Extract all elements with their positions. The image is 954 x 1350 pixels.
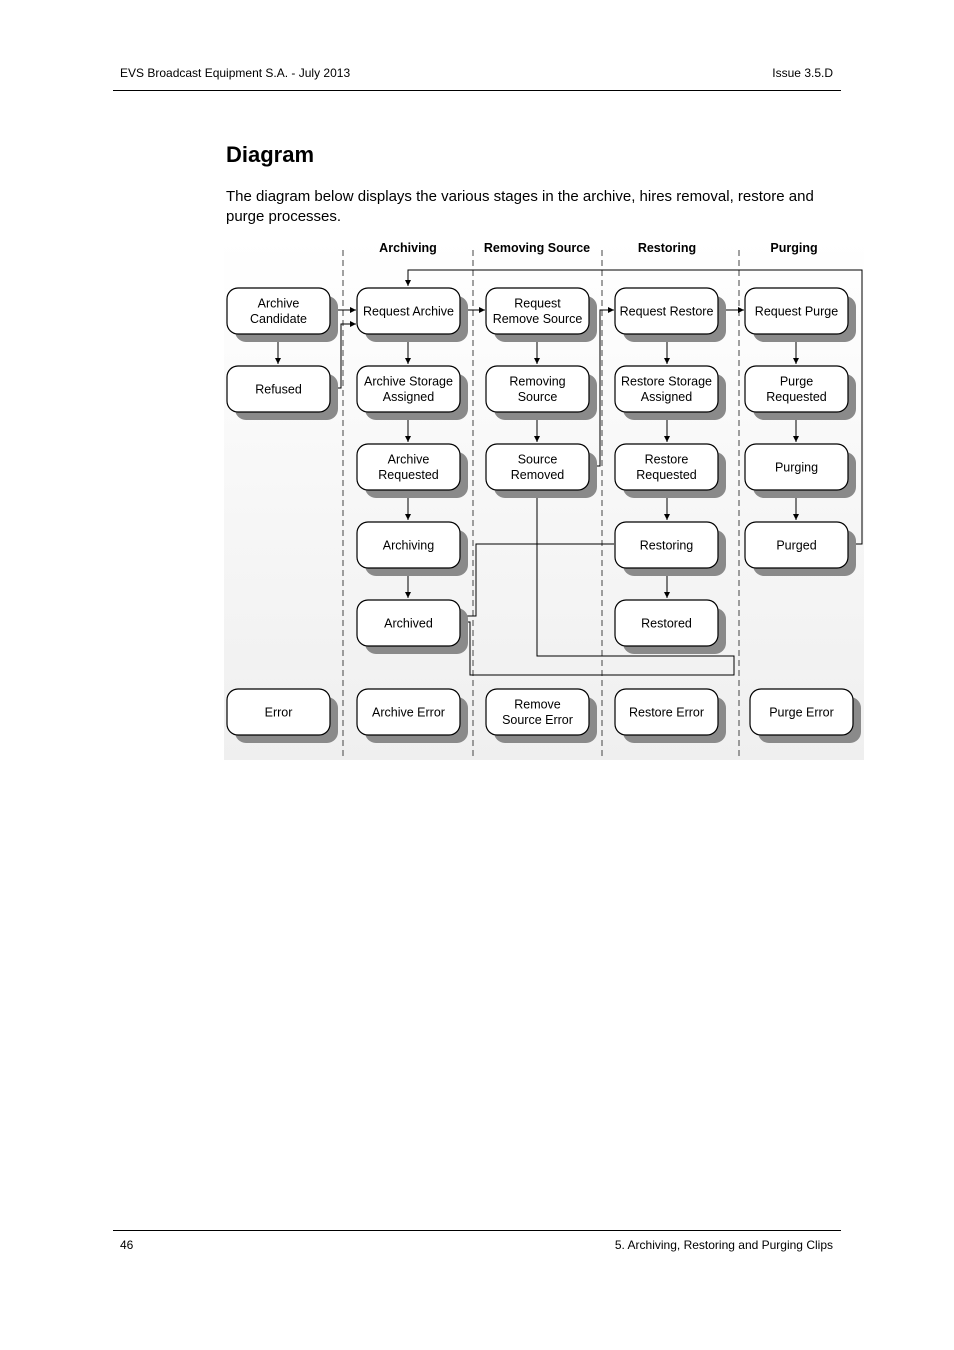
node-box [745, 366, 848, 412]
node-archive-candidate [227, 288, 338, 342]
node-archiving [357, 522, 468, 576]
node-purged [745, 522, 856, 576]
header-issue: Issue 3.5.D [772, 66, 833, 80]
node-request-archive [357, 288, 468, 342]
node-label: Candidate [250, 312, 307, 326]
node-label: Requested [378, 468, 439, 482]
column-header-restoring: Restoring [637, 241, 697, 255]
node-label: Error [264, 705, 293, 720]
node-label: Request Archive [362, 304, 455, 319]
section-title: Diagram [226, 142, 315, 167]
node-purge-error [750, 689, 861, 743]
node-restore-storage-assigned [615, 366, 726, 420]
node-label: Requested [636, 468, 697, 482]
footer-chapter: 5. Archiving, Restoring and Purging Clips [614, 1238, 833, 1252]
node-label: Source [517, 390, 558, 404]
section-intro: The diagram below displays the various stages in the archive, hires removal, restore and purge processes. [226, 188, 814, 225]
column-header-removing-source: Removing Source [483, 241, 591, 255]
node-restoring [615, 522, 726, 576]
node-refused [227, 366, 338, 420]
node-error [227, 689, 338, 743]
node-archive-storage-assigned [357, 366, 468, 420]
node-request-restore [615, 288, 726, 342]
node-remove-source-error [486, 689, 597, 743]
node-purging [745, 444, 856, 498]
node-restored [615, 600, 726, 654]
node-source-removed [486, 444, 597, 498]
node-label: Assigned [382, 390, 435, 404]
footer-rule [113, 1230, 841, 1231]
node-label: Archive [257, 296, 300, 311]
node-box [227, 288, 330, 334]
node-label: Archive [387, 452, 430, 467]
node-label: Purge Error [769, 705, 834, 720]
header-title: EVS Broadcast Equipment S.A. - July 2013 [120, 66, 351, 80]
node-box [486, 366, 589, 412]
node-label: Restore Error [628, 705, 705, 720]
node-label: Remove [514, 697, 561, 712]
node-label: Removing [509, 374, 566, 389]
node-label: Purging [774, 460, 819, 475]
node-label: Source [517, 452, 558, 467]
node-archive-requested [357, 444, 468, 498]
node-label: Archive Error [372, 705, 445, 720]
node-archive-error [357, 689, 468, 743]
node-label: Request [514, 296, 561, 311]
node-box [486, 444, 589, 490]
column-header-purging: Purging [770, 241, 818, 255]
node-label: Request Restore [619, 304, 714, 319]
column-header-archiving: Archiving [379, 241, 437, 255]
node-label: Source Error [502, 713, 573, 727]
node-label: Restore Storage [620, 374, 713, 389]
node-label: Restored [641, 616, 692, 631]
node-restore-error [615, 689, 726, 743]
node-label: Purged [776, 538, 817, 553]
node-box [486, 689, 589, 735]
node-label: Remove Source [492, 312, 583, 326]
node-label: Purge [779, 374, 814, 389]
node-box [615, 366, 718, 412]
node-request-remove-source [486, 288, 597, 342]
node-label: Archive Storage [364, 374, 453, 389]
node-label: Restoring [639, 538, 694, 553]
node-box [486, 288, 589, 334]
node-label: Removed [510, 468, 565, 482]
node-restore-requested [615, 444, 726, 498]
node-label: Request Purge [754, 304, 839, 319]
node-archived [357, 600, 468, 654]
node-box [357, 444, 460, 490]
node-label: Refused [255, 382, 302, 397]
node-removing-source [486, 366, 597, 420]
node-purge-requested [745, 366, 856, 420]
page-number: 46 [120, 1238, 134, 1252]
node-label: Requested [766, 390, 827, 404]
node-box [615, 444, 718, 490]
node-request-purge [745, 288, 856, 342]
node-box [357, 366, 460, 412]
node-label: Restore [644, 452, 689, 467]
node-label: Assigned [640, 390, 693, 404]
node-label: Archiving [382, 538, 435, 553]
node-label: Archived [384, 616, 433, 631]
